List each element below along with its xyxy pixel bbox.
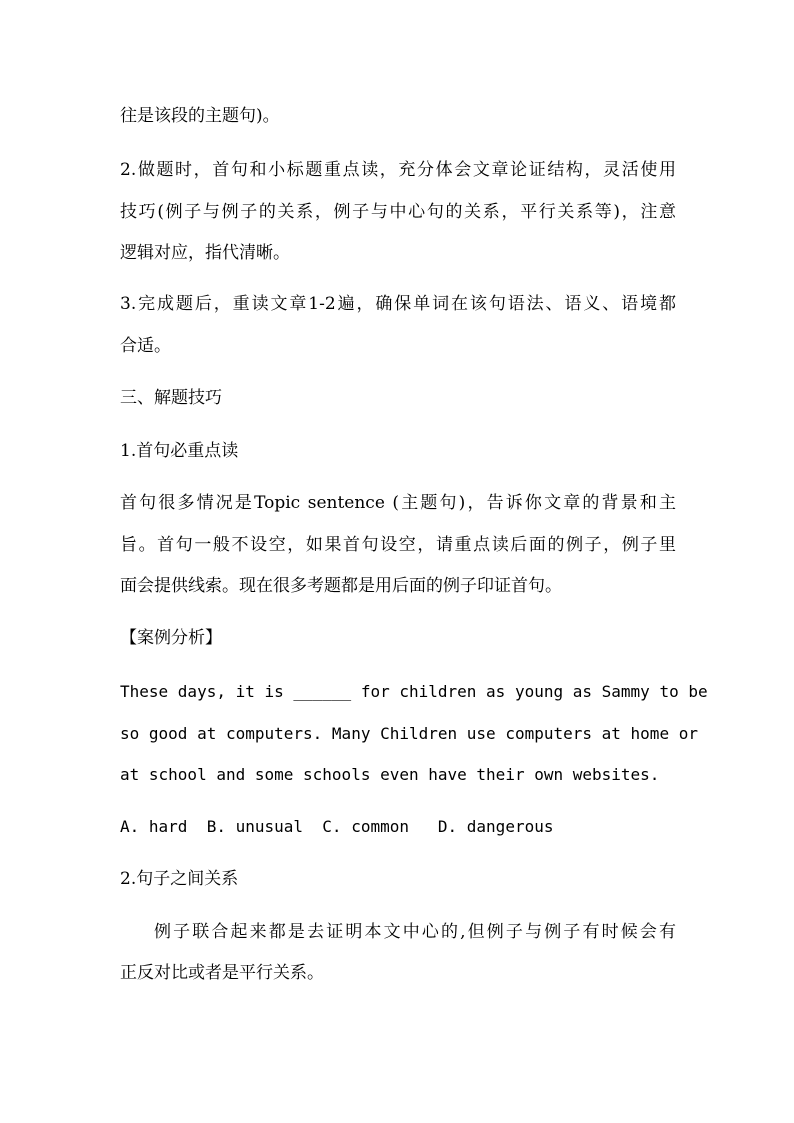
paragraph-line: 3.完成题后，重读文章1-2遍，确保单词在该句语法、语义、语境都 [120,294,676,314]
tip-heading: 2.句子之间关系 [120,869,239,889]
answer-options: A. hard B. unusual C. common D. dangerous [120,817,554,836]
case-label: 【案例分析】 [120,628,222,648]
section-heading: 三、解题技巧 [120,388,222,408]
paragraph-line: 逻辑对应，指代清晰。 [120,243,290,263]
paragraph-line: 正反对比或者是平行关系。 [120,963,324,983]
paragraph-line: 往是该段的主题句)。 [120,106,280,126]
paragraph-line: 例子联合起来都是去证明本文中心的,但例子与例子有时候会有 [154,922,676,942]
paragraph-line: 首句很多情况是Topic sentence (主题句)，告诉你文章的背景和主 [120,493,676,513]
case-text-line: These days, it is ______ for children as young as Sammy to be [120,682,708,701]
case-text-line: at school and some schools even have their own websites. [120,765,660,784]
tip-heading: 1.首句必重点读 [120,441,239,461]
paragraph-line: 旨。首句一般不设空，如果首句设空，请重点读后面的例子，例子里 [120,535,676,555]
paragraph-line: 技巧(例子与例子的关系，例子与中心句的关系，平行关系等)，注意 [120,202,676,222]
paragraph-line: 2.做题时，首句和小标题重点读，充分体会文章论证结构，灵活使用 [120,160,676,180]
paragraph-line: 面会提供线索。现在很多考题都是用后面的例子印证首句。 [120,576,562,596]
case-text-line: so good at computers. Many Children use computers at home or [120,724,698,743]
paragraph-line: 合适。 [120,336,171,356]
